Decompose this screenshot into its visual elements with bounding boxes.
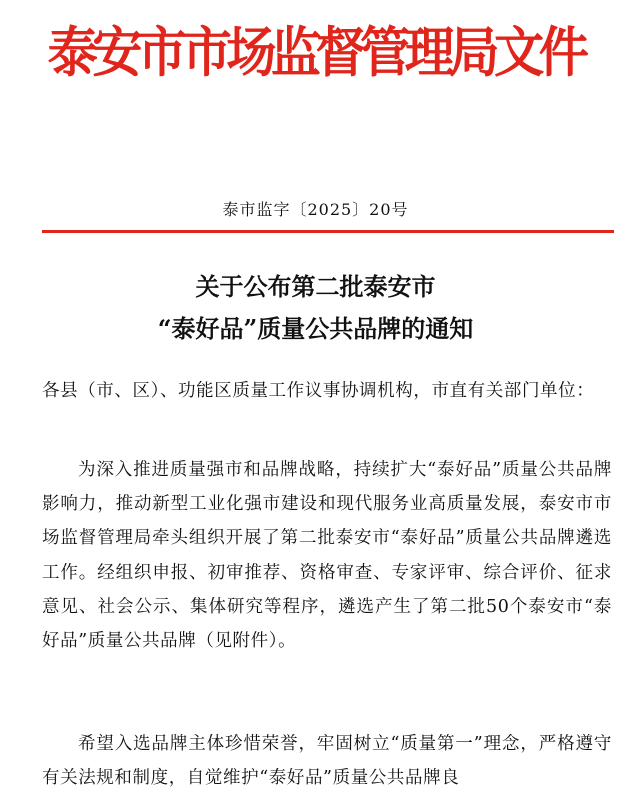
agency-document-header: 泰安市市场监督管理局文件 (47, 20, 584, 84)
body-paragraph: 为深入推进质量强市和品牌战略，持续扩大“泰好品”质量公共品牌影响力，推动新型工业化强市建设和现代服务业高质量发展，泰安市市场监督管理局牵头组织开展了第二批泰安市“泰好品”质量公共品牌遴选工作。经组织申报、初审推荐、资格审查、专家评审、综合评价、征求意见、社会公示、集体研究等程序，遴选产生了第二批50个泰安市“泰好品”质量公共品牌（见附件）。 (42, 460, 612, 652)
recipients-line: 各县（市、区）、功能区质量工作议事协调机构，市直有关部门单位： (42, 381, 595, 401)
document-number: 泰市监字〔2025〕20号 (222, 200, 409, 219)
notice-title-line-2: “泰好品”质量公共品牌的通知 (157, 314, 474, 343)
body-paragraph: 希望入选品牌主体珍惜荣誉，牢固树立“质量第一”理念，严格遵守有关法规和制度，自觉维护“泰好品”质量公共品牌良 (42, 734, 613, 789)
notice-title-line-1: 关于公布第二批泰安市 (195, 272, 436, 301)
red-divider-line (42, 230, 614, 233)
